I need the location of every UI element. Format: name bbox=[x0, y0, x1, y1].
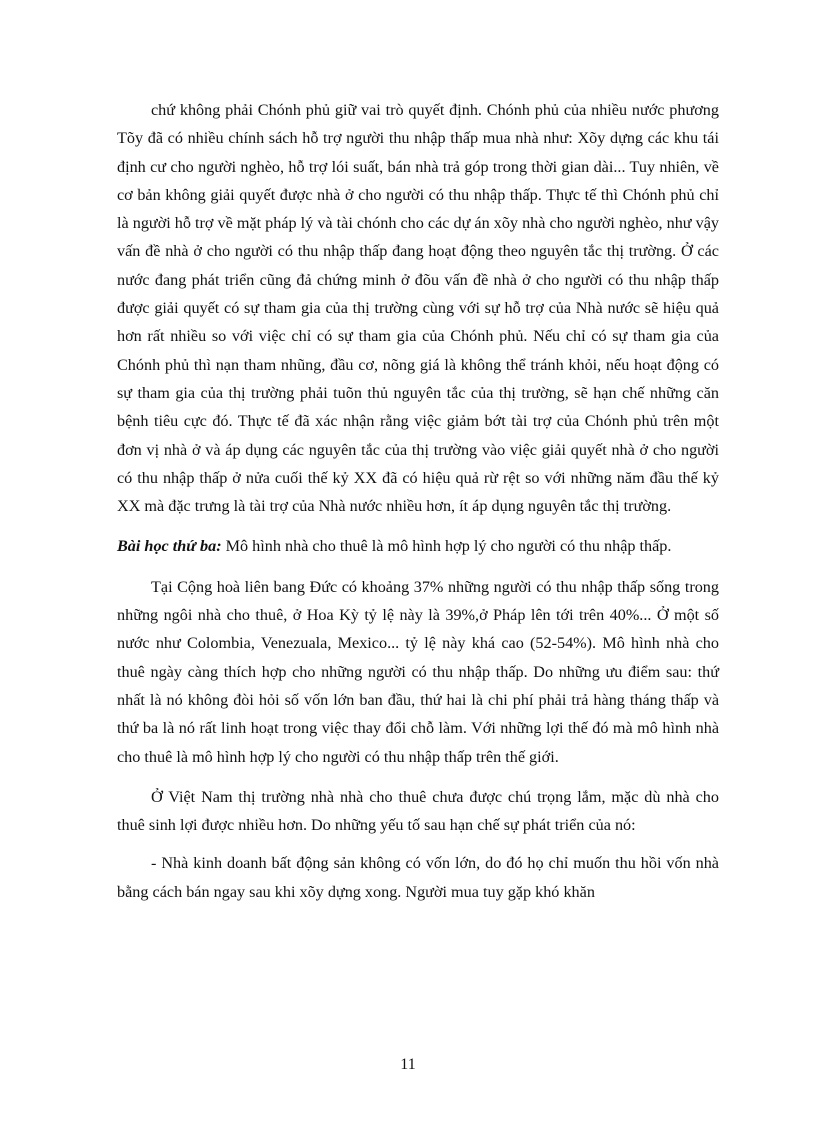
lesson-three-text: Mô hình nhà cho thuê là mô hình hợp lý cho người có thu nhập thấp. bbox=[221, 537, 672, 556]
paragraph-rental-statistics: Tại Cộng hoà liên bang Đức có khoảng 37% những người có thu nhập thấp sống trong những ngôi nhà cho thuê, ở Hoa Kỳ tỷ lệ này là 39%,ở Pháp lên tới trên 40%... Ở một số nước như Colombia, Venezuala, Mexico... tỷ lệ này khá cao (52-54%). Mô hình nhà cho thuê ngày càng thích hợp cho những người có thu nhập thấp. Do những ưu điểm sau: thứ nhất là nó không đòi hỏi số vốn lớn ban đầu, thứ hai là chi phí phải trả hàng tháng thấp và thứ ba là nó rất linh hoạt trong việc thay đổi chỗ làm. Với những lợi thế đó mà mô hình nhà cho thuê là mô hình hợp lý cho người có thu nhập thấp trên thế giới. bbox=[117, 577, 719, 766]
lesson-three-paragraph bbox=[117, 532, 719, 560]
page-number: 11 bbox=[400, 1056, 416, 1073]
lesson-three-heading: Bài học thứ ba: bbox=[117, 537, 222, 556]
paragraph-vietnam-rental-market: Ở Việt Nam thị trường nhà nhà cho thuê chưa được chú trọng lắm, mặc dù nhà cho thuê sinh lợi được nhiều hơn. Do những yếu tố sau hạn chế sự phát triển của nó: bbox=[117, 787, 719, 835]
page-body bbox=[117, 96, 719, 906]
paragraph-real-estate-capital: - Nhà kinh doanh bất động sản không có vốn lớn, do đó họ chỉ muốn thu hồi vốn nhà bằng cách bán ngay sau khi xõy dựng xong. Người mua tuy gặp khó khăn bbox=[117, 854, 719, 901]
paragraph-government-role: chứ không phải Chónh phủ giữ vai trò quyết định. Chónh phủ của nhiều nước phương Tõy đã có nhiều chính sách hỗ trợ người thu nhập thấp mua nhà như: Xõy dựng các khu tái định cư cho người nghèo, hỗ trợ lói suất, bán nhà trả góp trong thời gian dài... Tuy nhiên, về cơ bản không giải quyết được nhà ở cho người có thu nhập thấp. Thực tế thì Chónh phủ chỉ là người hỗ trợ về mặt pháp lý và tài chónh cho các dự án xõy nhà cho người nghèo, như vậy vấn đề nhà ở cho người có thu nhập thấp đang hoạt động theo nguyên tắc thị trường. Ở các nước đang phát triển cũng đả chứng minh ở đõu vấn đề nhà ở cho người có thu nhập thấp được giải quyết có sự tham gia của thị trường cùng với sự hỗ trợ của Nhà nước sẽ hiệu quả hơn rất nhiều so với việc chỉ có sự tham gia của Chónh phủ. Nếu chỉ có sự tham gia của Chónh phủ thì nạn tham nhũng, đầu cơ, nõng giá là không thể tránh khỏi, nếu hoạt động có sự tham gia của thị trường phải tuõn thủ nguyên tắc của thị trường, sẽ hạn chế những căn bệnh tiêu cực đó. Thực tế đã xác nhận rằng việc giảm bớt tài trợ của Chónh phủ trên một đơn vị nhà ở và áp dụng các nguyên tắc của thị trường vào việc giải quyết nhà ở cho người có thu nhập thấp ở nửa cuối thế kỷ XX đã có hiệu quả rừ rệt so với những năm đầu thế kỷ XX mà đặc trưng là tài trợ của Nhà nước nhiều hơn, ít áp dụng nguyên tắc thị trường. bbox=[117, 101, 720, 516]
